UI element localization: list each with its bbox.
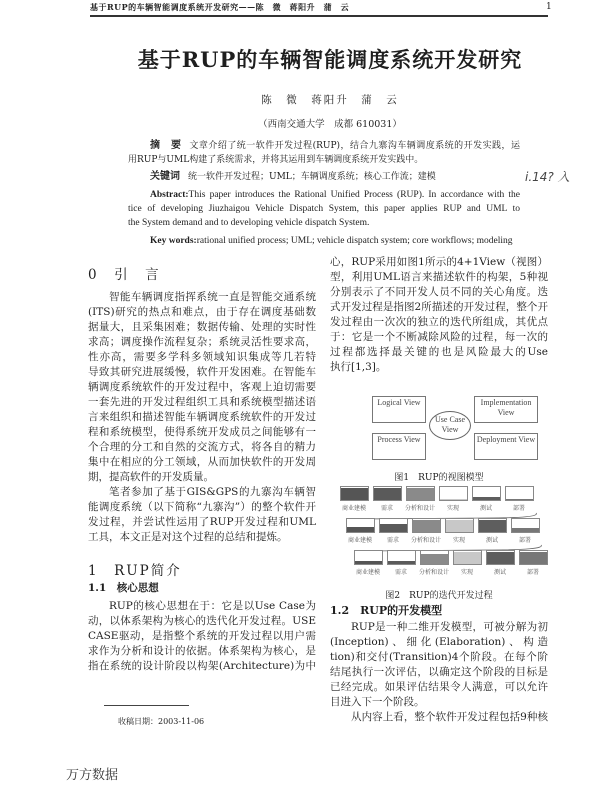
running-header: 基于RUP的车辆智能调度系统开发研究——陈 微 蒋阳升 蒲 云 [90,2,350,12]
text-line: 从内容上看，整个软件开发过程包括9种核 [351,711,548,723]
workflow-label: 商业建模 [347,537,372,544]
workflow-bar [439,486,468,501]
subsection-heading: 1.2 RUP的开发模型 [330,604,443,617]
affiliation: （西南交通大学 成都 610031） [258,119,402,130]
workflow-bar [387,550,416,565]
section-heading: 1 RUP简介 [88,563,182,579]
text-line: RUP是一种二维开发模型，可被分解为初 [351,621,548,633]
text-line: 心，RUP采用如图1所示的4+1View（视图） [330,256,548,268]
workflow-label: 部署 [526,569,539,576]
workflow-label: 分析和设计 [404,505,435,512]
workflow-label: 测试 [479,505,492,512]
workflow-label: 分析和设计 [418,569,449,576]
workflow-bar [511,518,540,533]
text-line: 于：它是一个不断减除风险的过程，每一次的 [330,331,548,343]
text-line: (ITS)研究的热点和难点，由于存在调度基础数 [88,306,316,318]
abstract-en-line: tice of developing Jiuzhaigou Vehicle Dispatch System, this paper applies RUP and UML to [128,204,520,214]
workflow-label: 部署 [518,537,531,544]
text-line: 言来组织和描述智能车辆调度系统软件的开发过 [88,411,316,423]
text-line: 据量大，且采集困难；数据传输、处理的实时性 [88,321,316,333]
text-line: 个合理的分工和自然的交流方式，将各自的精力 [88,441,316,453]
workflow-bar-fill [446,520,473,532]
text-line: RUP的核心思想在于：它是以Use Case为 [109,600,316,612]
text-line: 指在系统的设计阶段以构架(Architecture)为中 [88,660,316,672]
workflow-bar-fill [341,488,368,500]
workflow-bar [478,518,507,533]
text-line: 笔者参加了基于GIS&GPS的九寨沟车辆智 [109,486,316,498]
header-rule [90,15,548,17]
intro-paragraphs [88,290,316,545]
text-line: 发过程由一次次的独立的迭代所组成，其优点 [330,316,548,328]
handwritten-note: i.14? 入 [525,170,570,184]
abstract-line: 文章介绍了统一软件开发过程(RUP)，结合九寨沟车辆调度系统的开发实践，运 [189,141,520,151]
use-case-view-ellipse: Use Case View [429,411,471,440]
workflow-bar-fill [512,528,539,532]
text-line: 求作为分析和设计的依据。体系架构为核心，是 [88,645,316,657]
text-line: 性亦高，需要多学科多领域知识集成等几若特 [88,351,316,363]
text-line: 辆调度系统软件的开发过程中，客观上迫切需要 [88,381,316,393]
text-line: 程和系统模型，使得系统开发成员之间能够有一 [88,426,316,438]
abstract-cn [128,139,520,184]
text-line: 一套先进的开发过程组织工具和系统模型描述语 [88,396,316,408]
workflow-label: 需求 [394,569,407,576]
workflow-bar [519,550,548,565]
process-view-box: Process View [372,433,426,460]
paper-title: 基于RUP的车辆智能调度系统开发研究 [137,47,523,72]
workflow-bar [406,486,435,501]
workflow-bar [373,486,402,501]
footnote-rule [104,705,189,706]
workflow-bar-fill [506,499,533,500]
text-line: CASE驱动，是指整个系统的开发过程以用户需 [88,630,316,642]
workflow-label: 实现 [446,505,459,512]
subsection-body [88,599,316,674]
workflow-label: 商业建模 [355,569,380,576]
workflow-bar [412,518,441,533]
text-line: (Inception)、细化(Elaboration)、构造 [330,636,548,648]
workflow-bar-fill [487,552,514,564]
abstract-en-line: This paper introduces the Rational Unified Process (RUP). In accordance with the [188,190,520,200]
text-line: 型，利用UML语言来描述软件的构架，5种视 [330,271,548,283]
text-line: 期，提高软件的开发质量。 [88,471,214,483]
text-line: 导致其研究进展缓慢，软件开发困难。在智能车 [88,366,316,378]
workflow-bar-fill [454,552,481,564]
keywords-en-label: Key words: [150,236,197,246]
text-line: 过程都选择最关键的也是风险最大的Use [330,346,548,358]
text-line: 智能车辆调度指挥系统一直是智能交通系统 [109,291,316,303]
workflow-label: 需求 [380,505,393,512]
text-line: 工具，本文正是对这个过程的总结和提炼。 [88,531,288,543]
workflow-bar-fill [413,520,440,532]
text-line: 求高；调度操作流程复杂；系统灵活性要求高， [88,336,316,348]
implementation-view-box: Implementation View [474,396,538,423]
workflow-bar [354,550,383,565]
workflow-label: 需求 [386,537,399,544]
workflow-bar [445,518,474,533]
workflow-label: 实现 [452,537,465,544]
workflow-bar [472,486,501,501]
figure-2 [336,484,556,584]
text-line: 能调度系统（以下简称“九寨沟”）的整个软件开 [88,501,316,513]
section-heading: 0 引 言 [88,267,161,283]
workflow-label: 测试 [485,537,498,544]
text-line: 结尾执行一次评估，以确定这个阶段的目标是 [330,666,548,678]
text-line: 分别表示了不同开发人员不同的关心角度。迭 [330,286,548,298]
workflow-bar-fill [479,520,506,532]
workflow-bar-fill [421,554,448,564]
left-column [88,268,316,674]
workflow-label: 部署 [512,505,525,512]
keywords-en-text: rational unified process; UML; vehicle dispatch system; core workflows; modeling [196,236,513,246]
page-number: 1 [546,2,552,12]
abstract-en-line: the System demand and to developing vehicle dispatch System. [128,218,370,228]
text-line: 发过程，并尝试性运用了RUP开发过程和UML [88,516,316,528]
authors: 陈 微 蒋阳升 蒲 云 [261,94,399,106]
deployment-view-box: Deployment View [474,433,538,460]
figure-1 [372,393,538,463]
workflow-bar-fill [347,527,374,532]
right-column-lower [330,603,548,725]
workflow-bar [453,550,482,565]
text-line: 执行[1,3]。 [330,361,387,373]
workflow-bar-fill [388,561,415,564]
workflow-bar-fill [374,488,401,500]
workflow-bar [340,486,369,501]
subsection-body [330,620,548,725]
text-line: 已经完成。如果评估结果令人满意，可以允许 [330,681,548,693]
workflow-bar-fill [380,524,407,532]
abstract-line: 用RUP与UML构建了系统需求，并将其运用到车辆调度系统开发实践中。 [128,155,424,165]
workflow-bar-fill [355,561,382,564]
workflow-label: 商业建模 [341,505,366,512]
figure-1-caption: 图1 RUP的视图模型 [394,473,484,483]
workflow-bar-fill [473,497,500,500]
abstract-en [128,188,520,248]
text-line: 目进入下一个阶段。 [330,696,425,708]
workflow-bar [346,518,375,533]
right-column [330,255,548,375]
right-top-paragraph [330,255,548,375]
text-line: 集中在相应的分工领域，从而加快软件的开发周 [88,456,316,468]
subsection-heading: 1.1 核心思想 [88,582,159,594]
workflow-bar [486,550,515,565]
workflow-label: 测试 [493,569,506,576]
text-line: 动，以体系架构为核心的迭代化开发过程。USE [88,615,316,627]
workflow-label: 分析和设计 [410,537,441,544]
workflow-label: 实现 [460,569,473,576]
workflow-bar [505,486,534,501]
wanfang-watermark: 万方数据 [66,768,119,783]
workflow-bar-fill [407,488,434,500]
footnote: 收稿日期：2003-11-06 [118,717,205,726]
abstract-en-label: Abstract: [150,190,189,200]
logical-view-box: Logical View [372,396,426,423]
workflow-bar-fill [440,499,467,500]
workflow-bar [420,550,449,565]
text-line: 式开发过程是指图2所描述的开发过程，整个开 [330,301,548,313]
abstract-label: 摘 要 [150,140,182,151]
keywords-text: 统一软件开发过程；UML；车辆调度系统；核心工作流；建模 [188,172,436,182]
workflow-bar [379,518,408,533]
keywords-label: 关键词 [150,171,180,182]
text-line: tion)和交付(Transition)4个阶段。在每个阶 [330,651,548,663]
workflow-bar-fill [520,552,547,564]
figure-2-caption: 图2 RUP的迭代开发过程 [385,591,493,601]
